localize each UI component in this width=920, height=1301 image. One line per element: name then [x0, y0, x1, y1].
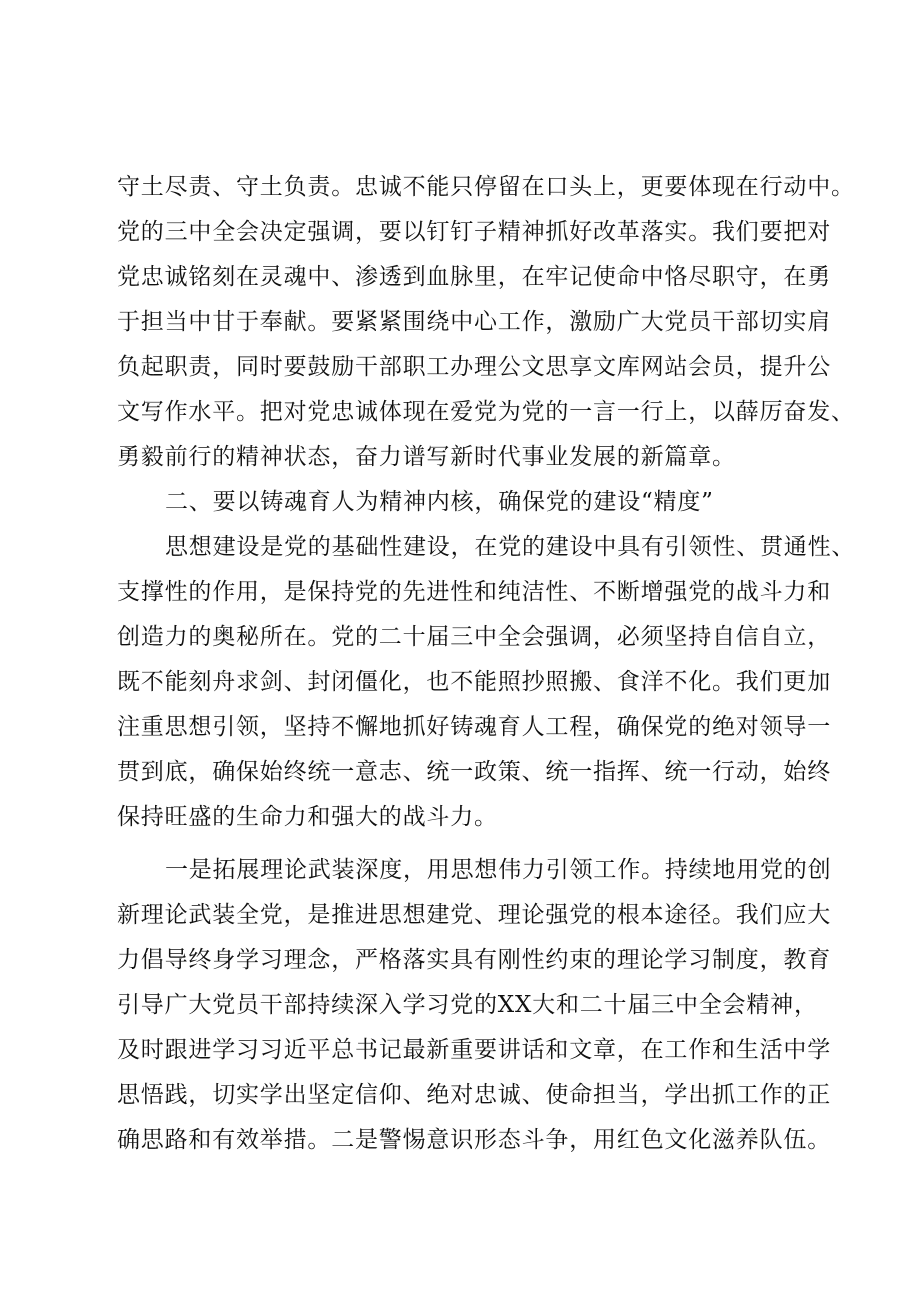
- text-line: 力倡导终身学习理念，严格落实具有刚性约束的理论学习制度，教育: [117, 947, 831, 973]
- text-line: 创造力的奥秘所在。党的二十届三中全会强调，必须坚持自信自立，: [117, 624, 831, 650]
- text-line: 新理论武装全党，是推进思想建党、理论强党的根本途径。我们应大: [117, 902, 831, 928]
- text-line: 既不能刻舟求剑、封闭僵化，也不能照抄照搬、食洋不化。我们更加: [117, 669, 831, 695]
- text-line: 一是拓展理论武装深度，用思想伟力引领工作。持续地用党的创: [165, 857, 832, 883]
- text-line: 贯到底，确保始终统一意志、统一政策、统一指挥、统一行动，始终: [117, 759, 831, 785]
- section-heading: [117, 480, 825, 525]
- text-line: 于担当中甘于奉献。要紧紧围绕中心工作，激励广大党员干部切实肩: [117, 309, 831, 335]
- text-line: 党忠诚铭刻在灵魂中、渗透到血脉里，在牢记使命中恪尽职守，在勇: [117, 264, 831, 290]
- paragraph-continuation: [117, 165, 855, 480]
- text-line: 及时跟进学习习近平总书记最新重要讲话和文章，在工作和生活中学: [117, 1037, 831, 1063]
- text-line: 负起职责，同时要鼓励干部职工办理公文思享文库网站会员，提升公: [117, 354, 831, 380]
- text-line: 确思路和有效举措。二是警惕意识形态斗争，用红色文化滋养队伍。: [117, 1127, 831, 1153]
- text-line: 文写作水平。把对党忠诚体现在爱党为党的一言一行上，以薛厉奋发、: [117, 399, 855, 425]
- text-line: 保持旺盛的生命力和强大的战斗力。: [117, 804, 498, 830]
- text-line: 守土尽责、守土负责。忠诚不能只停留在口头上，更要体现在行动中。: [117, 174, 855, 200]
- paragraph: [117, 525, 856, 840]
- text-line: 注重思想引领，坚持不懈地抓好铸魂育人工程，确保党的绝对领导一: [117, 714, 831, 740]
- paragraph-spacer: [117, 840, 825, 848]
- text-line: 思想建设是党的基础性建设，在党的建设中具有引领性、贯通性、: [165, 534, 856, 560]
- text-line: 党的三中全会决定强调，要以钉钉子精神抓好改革落实。我们要把对: [117, 219, 831, 245]
- text-line: 思悟践，切实学出坚定信仰、绝对忠诚、使命担当，学出抓工作的正: [117, 1082, 831, 1108]
- document-body: [117, 165, 856, 1163]
- heading-line: 二、要以铸魂育人为精神内核，确保党的建设“精度”: [165, 489, 714, 515]
- text-line: 引导广大党员干部持续深入学习党的XX大和二十届三中全会精神，: [117, 992, 818, 1018]
- paragraph: [117, 848, 832, 1163]
- text-line: 支撑性的作用，是保持党的先进性和纯洁性、不断增强党的战斗力和: [117, 579, 831, 605]
- text-line: 勇毅前行的精神状态，奋力谱写新时代事业发展的新篇章。: [117, 444, 736, 470]
